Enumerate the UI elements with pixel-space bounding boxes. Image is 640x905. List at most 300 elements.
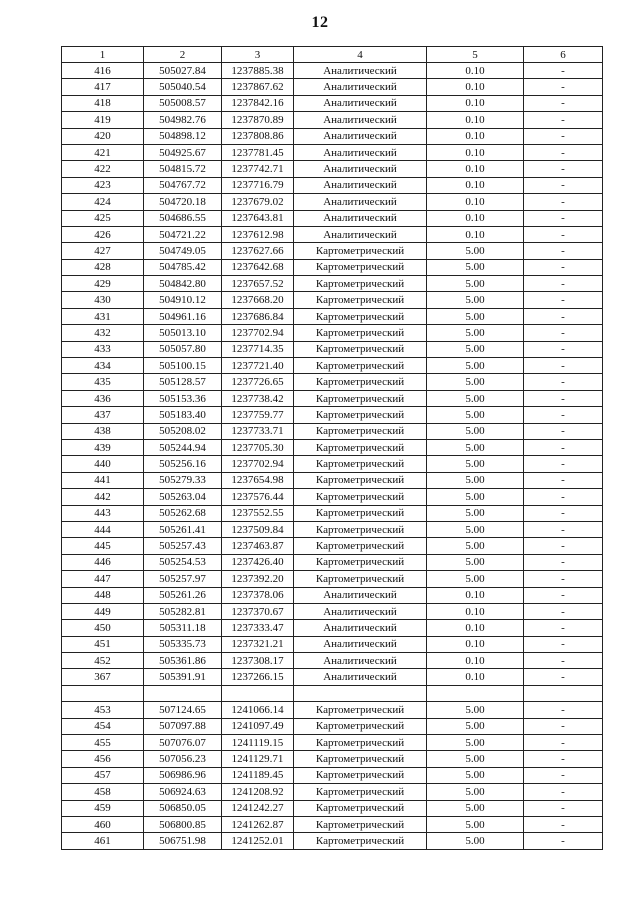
- table-cell: 439: [62, 439, 144, 455]
- table-cell: Аналитический: [294, 112, 427, 128]
- table-row: [62, 538, 603, 554]
- table-cell: 5.00: [427, 243, 524, 259]
- table-row: [62, 620, 603, 636]
- table-cell: 505027.84: [144, 63, 222, 79]
- table-row: [62, 276, 603, 292]
- table-cell: 504910.12: [144, 292, 222, 308]
- table-cell: 504686.55: [144, 210, 222, 226]
- table-cell: 0.10: [427, 620, 524, 636]
- table-cell: 505279.33: [144, 472, 222, 488]
- table-cell: 0.10: [427, 226, 524, 242]
- table-cell: 1237686.84: [222, 308, 294, 324]
- table-cell: -: [524, 702, 603, 718]
- table-cell: -: [524, 374, 603, 390]
- table-row: [62, 800, 603, 816]
- table-cell: 5.00: [427, 702, 524, 718]
- table-cell: 1237781.45: [222, 144, 294, 160]
- table-row: [62, 128, 603, 144]
- table-row: [62, 505, 603, 521]
- table-cell: -: [524, 259, 603, 275]
- table-cell: 505254.53: [144, 554, 222, 570]
- table-cell: Картометрический: [294, 390, 427, 406]
- table-cell: 0.10: [427, 95, 524, 111]
- table-cell: Аналитический: [294, 63, 427, 79]
- table-row: [62, 161, 603, 177]
- table-cell: -: [524, 226, 603, 242]
- table-cell: 5.00: [427, 718, 524, 734]
- table-cell: 0.10: [427, 63, 524, 79]
- table-row: [62, 407, 603, 423]
- table-row: [62, 489, 603, 505]
- table-cell: -: [524, 456, 603, 472]
- table-cell: 505311.18: [144, 620, 222, 636]
- table-cell: 435: [62, 374, 144, 390]
- table-cell: 429: [62, 276, 144, 292]
- table-row: [62, 833, 603, 849]
- table-cell: 432: [62, 325, 144, 341]
- table-cell: 1237642.68: [222, 259, 294, 275]
- table-cell: -: [524, 439, 603, 455]
- table-row: [62, 95, 603, 111]
- table-cell: 417: [62, 79, 144, 95]
- table-cell: 1237726.65: [222, 374, 294, 390]
- table-cell: 1237705.30: [222, 439, 294, 455]
- table-cell: 1237308.17: [222, 653, 294, 669]
- table-cell: 1237321.21: [222, 636, 294, 652]
- table-cell: -: [524, 751, 603, 767]
- table-cell: 5.00: [427, 571, 524, 587]
- table-cell: 504767.72: [144, 177, 222, 193]
- table-cell: Картометрический: [294, 423, 427, 439]
- table-cell: 505100.15: [144, 358, 222, 374]
- table-row: [62, 325, 603, 341]
- table-cell: 445: [62, 538, 144, 554]
- table-cell: -: [524, 653, 603, 669]
- table-cell: Картометрический: [294, 800, 427, 816]
- table-cell: -: [524, 472, 603, 488]
- table-cell: [294, 685, 427, 701]
- table-cell: [62, 685, 144, 701]
- column-header: 4: [294, 47, 427, 63]
- table-cell: [222, 685, 294, 701]
- table-cell: [144, 685, 222, 701]
- table-cell: 1241066.14: [222, 702, 294, 718]
- table-cell: -: [524, 407, 603, 423]
- table-cell: -: [524, 95, 603, 111]
- table-cell: 460: [62, 816, 144, 832]
- table-cell: 0.10: [427, 128, 524, 144]
- table-cell: Аналитический: [294, 620, 427, 636]
- table-cell: -: [524, 505, 603, 521]
- table-cell: -: [524, 816, 603, 832]
- table-cell: 437: [62, 407, 144, 423]
- table-cell: 5.00: [427, 800, 524, 816]
- table-cell: Картометрический: [294, 702, 427, 718]
- table-cell: 455: [62, 735, 144, 751]
- table-cell: -: [524, 521, 603, 537]
- table-row: [62, 243, 603, 259]
- table-cell: 438: [62, 423, 144, 439]
- table-cell: 1237426.40: [222, 554, 294, 570]
- table-cell: 416: [62, 63, 144, 79]
- table-cell: -: [524, 243, 603, 259]
- table-cell: 0.10: [427, 636, 524, 652]
- table-row: [62, 439, 603, 455]
- table-cell: 454: [62, 718, 144, 734]
- table-cell: 457: [62, 767, 144, 783]
- table-cell: 1237702.94: [222, 325, 294, 341]
- table-cell: 5.00: [427, 521, 524, 537]
- table-row: [62, 63, 603, 79]
- table-cell: -: [524, 423, 603, 439]
- table-cell: 505153.36: [144, 390, 222, 406]
- table-cell: 425: [62, 210, 144, 226]
- table-cell: Аналитический: [294, 587, 427, 603]
- table-cell: -: [524, 276, 603, 292]
- column-header: 3: [222, 47, 294, 63]
- table-cell: 427: [62, 243, 144, 259]
- column-header: 1: [62, 47, 144, 63]
- table-row: [62, 79, 603, 95]
- table-cell: 0.10: [427, 144, 524, 160]
- table-row: [62, 308, 603, 324]
- table-cell: 5.00: [427, 325, 524, 341]
- table-cell: -: [524, 800, 603, 816]
- table-row: [62, 226, 603, 242]
- table-cell: Картометрический: [294, 735, 427, 751]
- table-cell: 440: [62, 456, 144, 472]
- table-cell: 506751.98: [144, 833, 222, 849]
- column-header: 2: [144, 47, 222, 63]
- table-cell: Картометрический: [294, 325, 427, 341]
- table-row: [62, 374, 603, 390]
- table-cell: 458: [62, 784, 144, 800]
- table-cell: 1237842.16: [222, 95, 294, 111]
- table-row: [62, 112, 603, 128]
- table-cell: 1237392.20: [222, 571, 294, 587]
- table-cell: 1241189.45: [222, 767, 294, 783]
- table-row: [62, 767, 603, 783]
- table-cell: 1241097.49: [222, 718, 294, 734]
- table-cell: 505244.94: [144, 439, 222, 455]
- table-cell: 1241252.01: [222, 833, 294, 849]
- table-row: [62, 784, 603, 800]
- table-cell: 506924.63: [144, 784, 222, 800]
- table-cell: [427, 685, 524, 701]
- table-header-row: [62, 47, 603, 63]
- table-cell: 451: [62, 636, 144, 652]
- table-cell: 5.00: [427, 816, 524, 832]
- table-cell: 1237759.77: [222, 407, 294, 423]
- table-cell: 505261.41: [144, 521, 222, 537]
- table-row: [62, 816, 603, 832]
- table-cell: 0.10: [427, 177, 524, 193]
- coordinates-table: [61, 46, 603, 850]
- table-cell: -: [524, 210, 603, 226]
- table-cell: 5.00: [427, 341, 524, 357]
- column-header: 5: [427, 47, 524, 63]
- table-cell: 504721.22: [144, 226, 222, 242]
- table-cell: 446: [62, 554, 144, 570]
- table-cell: Картометрический: [294, 538, 427, 554]
- table-cell: 504749.05: [144, 243, 222, 259]
- table-cell: 505263.04: [144, 489, 222, 505]
- table-row: [62, 603, 603, 619]
- table-cell: 506986.96: [144, 767, 222, 783]
- table-cell: -: [524, 177, 603, 193]
- table-cell: -: [524, 79, 603, 95]
- table-cell: -: [524, 128, 603, 144]
- table-cell: -: [524, 718, 603, 734]
- table-cell: 504785.42: [144, 259, 222, 275]
- table-cell: 505057.80: [144, 341, 222, 357]
- table-cell: -: [524, 292, 603, 308]
- table-cell: 5.00: [427, 538, 524, 554]
- table-row: [62, 751, 603, 767]
- table-cell: 461: [62, 833, 144, 849]
- table-cell: 1237576.44: [222, 489, 294, 505]
- table-cell: 1237463.87: [222, 538, 294, 554]
- table-cell: Аналитический: [294, 128, 427, 144]
- table-cell: Аналитический: [294, 226, 427, 242]
- table-row: [62, 571, 603, 587]
- table-cell: -: [524, 735, 603, 751]
- table-cell: 1237668.20: [222, 292, 294, 308]
- table-cell: Картометрический: [294, 243, 427, 259]
- table-cell: 505257.97: [144, 571, 222, 587]
- table-cell: -: [524, 587, 603, 603]
- table-cell: 447: [62, 571, 144, 587]
- table-cell: 505361.86: [144, 653, 222, 669]
- table-cell: 1241262.87: [222, 816, 294, 832]
- table-cell: 1237643.81: [222, 210, 294, 226]
- table-cell: -: [524, 194, 603, 210]
- table-cell: Картометрический: [294, 833, 427, 849]
- table-cell: 449: [62, 603, 144, 619]
- table-cell: 0.10: [427, 653, 524, 669]
- table-row: [62, 456, 603, 472]
- table-row: [62, 554, 603, 570]
- table-cell: Картометрический: [294, 521, 427, 537]
- table-cell: 436: [62, 390, 144, 406]
- table-cell: 505257.43: [144, 538, 222, 554]
- table-cell: 433: [62, 341, 144, 357]
- table-row: [62, 390, 603, 406]
- table-cell: 505040.54: [144, 79, 222, 95]
- table-cell: 444: [62, 521, 144, 537]
- table-cell: 420: [62, 128, 144, 144]
- table-cell: 443: [62, 505, 144, 521]
- table-cell: Аналитический: [294, 603, 427, 619]
- table-cell: 419: [62, 112, 144, 128]
- table-cell: -: [524, 603, 603, 619]
- table-row: [62, 685, 603, 701]
- table-cell: -: [524, 308, 603, 324]
- table-cell: 1237370.67: [222, 603, 294, 619]
- table-cell: 1241242.27: [222, 800, 294, 816]
- table-cell: Картометрический: [294, 341, 427, 357]
- table-cell: [524, 685, 603, 701]
- table-row: [62, 210, 603, 226]
- table-row: [62, 358, 603, 374]
- table-cell: 418: [62, 95, 144, 111]
- table-cell: 5.00: [427, 735, 524, 751]
- table-cell: Аналитический: [294, 669, 427, 685]
- table-cell: -: [524, 767, 603, 783]
- table-cell: Аналитический: [294, 177, 427, 193]
- table-cell: 450: [62, 620, 144, 636]
- table-cell: 0.10: [427, 669, 524, 685]
- table-cell: 1237721.40: [222, 358, 294, 374]
- table-cell: 505013.10: [144, 325, 222, 341]
- table-cell: Картометрический: [294, 439, 427, 455]
- table-cell: 1241129.71: [222, 751, 294, 767]
- table-cell: 426: [62, 226, 144, 242]
- table-cell: 442: [62, 489, 144, 505]
- table-row: [62, 423, 603, 439]
- table-cell: 1241208.92: [222, 784, 294, 800]
- table-cell: 1237733.71: [222, 423, 294, 439]
- table-cell: 1237509.84: [222, 521, 294, 537]
- table-cell: Картометрический: [294, 816, 427, 832]
- table-cell: 505391.91: [144, 669, 222, 685]
- table-cell: 1237552.55: [222, 505, 294, 521]
- table-cell: 1237885.38: [222, 63, 294, 79]
- table-cell: 452: [62, 653, 144, 669]
- table-cell: 506800.85: [144, 816, 222, 832]
- table-cell: 505335.73: [144, 636, 222, 652]
- table-cell: 367: [62, 669, 144, 685]
- table-cell: Картометрический: [294, 489, 427, 505]
- table-cell: 504961.16: [144, 308, 222, 324]
- table-row: [62, 653, 603, 669]
- table-cell: 421: [62, 144, 144, 160]
- table-cell: Аналитический: [294, 161, 427, 177]
- table-cell: -: [524, 112, 603, 128]
- table-cell: Картометрический: [294, 767, 427, 783]
- table-cell: 0.10: [427, 603, 524, 619]
- table-cell: 423: [62, 177, 144, 193]
- table-cell: 459: [62, 800, 144, 816]
- table-row: [62, 636, 603, 652]
- table-cell: 456: [62, 751, 144, 767]
- table-cell: 5.00: [427, 505, 524, 521]
- page-number: 12: [311, 14, 329, 31]
- table-cell: 0.10: [427, 210, 524, 226]
- table-cell: Аналитический: [294, 95, 427, 111]
- table-cell: 506850.05: [144, 800, 222, 816]
- table-cell: Картометрический: [294, 571, 427, 587]
- table-cell: 428: [62, 259, 144, 275]
- table-row: [62, 587, 603, 603]
- table-row: [62, 144, 603, 160]
- table-cell: Картометрический: [294, 358, 427, 374]
- table-cell: 504720.18: [144, 194, 222, 210]
- table-cell: Картометрический: [294, 784, 427, 800]
- table-cell: Картометрический: [294, 308, 427, 324]
- table-cell: Аналитический: [294, 210, 427, 226]
- table-cell: -: [524, 161, 603, 177]
- table-cell: 5.00: [427, 358, 524, 374]
- table-cell: 5.00: [427, 423, 524, 439]
- table-cell: 5.00: [427, 439, 524, 455]
- table-cell: 448: [62, 587, 144, 603]
- table-cell: 5.00: [427, 472, 524, 488]
- table-row: [62, 718, 603, 734]
- table-cell: -: [524, 620, 603, 636]
- table-cell: Аналитический: [294, 636, 427, 652]
- table-cell: Картометрический: [294, 407, 427, 423]
- table-cell: 430: [62, 292, 144, 308]
- table-cell: 1237808.86: [222, 128, 294, 144]
- table-row: [62, 702, 603, 718]
- table-cell: -: [524, 538, 603, 554]
- table-cell: 507076.07: [144, 735, 222, 751]
- table-cell: 0.10: [427, 112, 524, 128]
- table-row: [62, 472, 603, 488]
- table-cell: Картометрический: [294, 374, 427, 390]
- table-cell: 5.00: [427, 276, 524, 292]
- table-cell: -: [524, 833, 603, 849]
- table-cell: -: [524, 636, 603, 652]
- table-cell: 507124.65: [144, 702, 222, 718]
- table-cell: 5.00: [427, 489, 524, 505]
- table-cell: 5.00: [427, 784, 524, 800]
- table-cell: 1237627.66: [222, 243, 294, 259]
- table-cell: 1237266.15: [222, 669, 294, 685]
- table-cell: Аналитический: [294, 653, 427, 669]
- table-cell: 505208.02: [144, 423, 222, 439]
- table-cell: -: [524, 390, 603, 406]
- table-cell: 5.00: [427, 554, 524, 570]
- table-cell: Аналитический: [294, 194, 427, 210]
- table-cell: 422: [62, 161, 144, 177]
- table-cell: 5.00: [427, 259, 524, 275]
- table-cell: -: [524, 358, 603, 374]
- table-row: [62, 259, 603, 275]
- table-row: [62, 735, 603, 751]
- table-cell: 505008.57: [144, 95, 222, 111]
- table-cell: 504925.67: [144, 144, 222, 160]
- table-cell: Картометрический: [294, 292, 427, 308]
- table-cell: 1237716.79: [222, 177, 294, 193]
- table-cell: 0.10: [427, 587, 524, 603]
- table-cell: 0.10: [427, 79, 524, 95]
- table-cell: 1237657.52: [222, 276, 294, 292]
- table-cell: 1237702.94: [222, 456, 294, 472]
- table-cell: Аналитический: [294, 144, 427, 160]
- table-cell: 5.00: [427, 374, 524, 390]
- table-cell: 441: [62, 472, 144, 488]
- table-cell: 5.00: [427, 308, 524, 324]
- table-cell: 5.00: [427, 456, 524, 472]
- table-cell: 1237378.06: [222, 587, 294, 603]
- table-cell: 5.00: [427, 390, 524, 406]
- table-cell: Картометрический: [294, 259, 427, 275]
- table-cell: -: [524, 63, 603, 79]
- table-cell: 5.00: [427, 767, 524, 783]
- table-cell: 5.00: [427, 751, 524, 767]
- table-cell: 1237742.71: [222, 161, 294, 177]
- table-cell: Картометрический: [294, 751, 427, 767]
- table-cell: 0.10: [427, 194, 524, 210]
- table-cell: 1237333.47: [222, 620, 294, 636]
- column-header: 6: [524, 47, 603, 63]
- table-row: [62, 177, 603, 193]
- table-cell: 504982.76: [144, 112, 222, 128]
- table-cell: -: [524, 489, 603, 505]
- table-cell: 505183.40: [144, 407, 222, 423]
